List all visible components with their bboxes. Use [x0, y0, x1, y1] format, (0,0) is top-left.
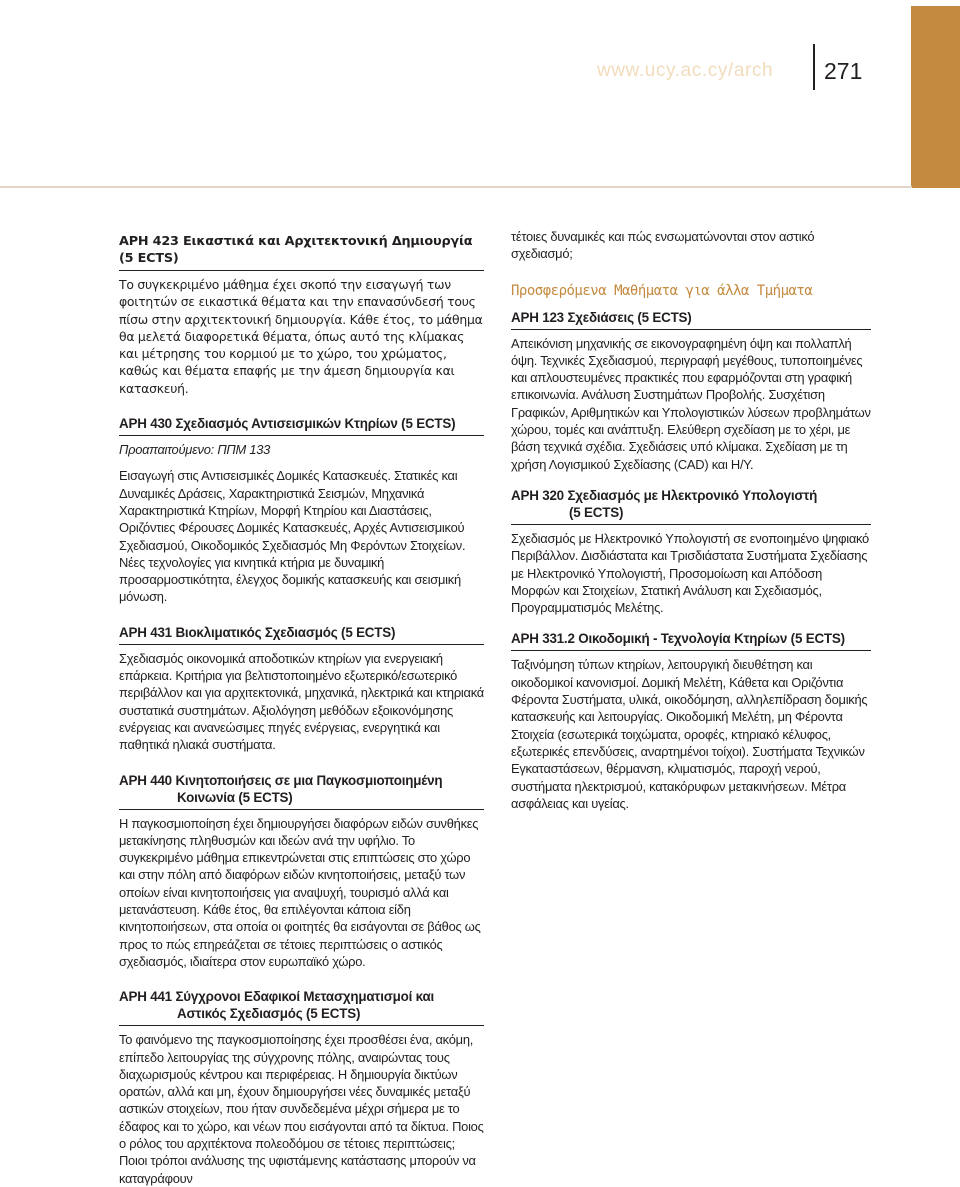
course-description: Η παγκοσμιοποίηση έχει δημιουργήσει διαφόρων ειδών συνθήκες μετακίνησης πληθυσμών και ιδεών ανά την υφήλιο. Το συγκεκριμένο μάθημα επικεντρώνεται στις επιπτώσεις στο χώρο και στην πόλη από διαφόρων ειδών κινητοποιήσεις, μεταξύ των οποίων είναι κινητοποιήσεις για αναψυχή, τουρισμό αλλά και μετανάστευση. Κάθε έτος, θα επιλέγονται κάποια είδη κινητοποιήσεων, στα οποία οι φοιτητές θα εισάγονται σε βάθος ως προς το πώς επηρεάζεται σε τέτοιες περιπτώσεις ο αστικός σχεδιασμός, ιδιαίτερα στον ευρωπαϊκό χώρο.: [119, 815, 481, 969]
course-section: [511, 630, 871, 812]
course-section: [119, 415, 484, 606]
course-title: ΑΡΗ 430 Σχεδιασμός Αντισεισμικών Κτηρίων (5 ECTS): [119, 415, 484, 436]
course-section: [511, 487, 871, 616]
course-title: ΑΡΗ 423 Εικαστικά και Αρχιτεκτονική Δημιουργία (5 ECTS): [119, 233, 484, 271]
course-section: [119, 988, 484, 1187]
course-title: ΑΡΗ 331.2 Οικοδομική - Τεχνολογία Κτηρίων (5 ECTS): [511, 630, 871, 651]
course-title-line: ΑΡΗ 320 Σχεδιασμός με Ηλεκτρονικό Υπολογιστή: [511, 487, 818, 503]
continued-text: τέτοιες δυναμικές και πώς ενσωματώνονται στον αστικό σχεδιασμό;: [511, 229, 815, 262]
course-description: Εισαγωγή στις Αντισεισμικές Δομικές Κατασκευές. Στατικές και Δυναμικές Δράσεις, Χαρακτηριστικά Σεισμών, Μηχανικά Χαρακτηριστικά Κτηρίων, Μορφή Κτηρίου και Διαστάσεις, Οριζόντιες Φέρουσες Δομικές Κατασκευές, Αρχές Αντισεισμικού Σχεδιασμού, Οικοδομικός Σχεδιασμός Μη Φερόντων Στοιχείων. Νέες τεχνολογίες για κινητικά κτήρια με δυναμική προσαρμοστικότητα, έλεγχος δομικής κατασκευής και σεισμική μόνωση.: [119, 468, 466, 605]
course-title-line: Αστικός Σχεδιασμός (5 ECTS): [177, 1006, 361, 1022]
course-title: [119, 772, 484, 810]
course-title: [511, 487, 871, 525]
course-title-line: (5 ECTS): [569, 504, 624, 520]
course-section: [119, 233, 484, 397]
group-heading: Προσφερόμενα Μαθήματα για άλλα Τμήματα: [511, 282, 813, 299]
course-description: Σχεδιασμός με Ηλεκτρονικό Υπολογιστή σε ενοποιημένο ψηφιακό Περιβάλλον. Δισδιάστατα και Τρισδιάστατα Συστήματα Σχεδίασης με Ηλεκτρονικό Υπολογιστή, Προσομοίωση και Απόδοση Μορφών και Στοιχείων, Στατική Ανάλυση και Σχεδιασμός, Προγραμματισμός Μελέτης.: [511, 530, 869, 616]
page-number: 271: [824, 58, 863, 84]
course-description: Σχεδιασμός οικονομικά αποδοτικών κτηρίων για ενεργειακή επάρκεια. Κριτήρια για βελτιστοποιημένο εξωτερικό/εσωτερικό περιβάλλον και για αρχιτεκτονικά, μηχανικά, ηλεκτρικά και κτηριακά συστατικά συστημάτων. Αξιολόγηση μεθόδων εξοικονόμησης ενέργειας και ανανεώσιμες πηγές ενέργειας, ενεργητικά και παθητικά ηλιακά συστήματα.: [119, 650, 484, 753]
course-description: Το φαινόμενο της παγκοσμιοποίησης έχει προσθέσει ένα, ακόμη, επίπεδο λειτουργίας της σύγχρονης πόλης, αναιρώντας τους διαχωρισμούς κέντρου και περιφέρειας. Η δημιουργία δικτύων ορατών, αλλά και μη, έχουν δημιουργήσει νέες δυναμικές μεταξύ αστικών στοιχείων, που ήταν συνδεδεμένα μέχρι σήμερα με το έδαφος και το χώρο, και νέων που εισάγονται από τα δίκτυα. Ποιος ο ρόλος του αρχιτέκτονα πολεοδόμου σε τέτοιες περιπτώσεις; Ποιοι τρόποι ανάλυσης της υφιστάμενης κατάστασης μπορούν να καταγράφουν: [119, 1032, 484, 1186]
course-title: ΑΡΗ 123 Σχεδιάσεις (5 ECTS): [511, 309, 871, 330]
left-column: [119, 228, 484, 1187]
course-title-line: Κοινωνία (5 ECTS): [177, 789, 293, 805]
course-title-line: ΑΡΗ 440 Κινητοποιήσεις σε μια Παγκοσμιοποιημένη: [119, 772, 443, 788]
header-divider: [813, 44, 815, 90]
course-section: [119, 624, 484, 754]
course-description: Ταξινόμηση τύπων κτηρίων, λειτουργική διευθέτηση και οικοδομικοί κανονισμοί. Δομική Μελέτη, Κάθετα και Οριζόντια Φέροντα Συστήματα, υλικά, οικοδόμηση, αλληλεπίδραση δομικής κατασκευής και λειτουργίας. Οικοδομική Μελέτη, μη Φέροντα Στοιχεία (εσωτερικά τοιχώματα, οροφές, κτηριακό κέλυφος, εξωτερικές επενδύσεις, αναρτημένοι τοίχοι). Συστήματα Τεχνικών Εγκαταστάσεων, θέρμανση, κλιματισμός, παροχή νερού, συστήματα ηλεκτρισμού, κατακόρυφων μετακινήσεων. Μέτρα ασφάλειας και υγείας.: [511, 657, 868, 811]
course-section: [119, 772, 484, 971]
course-prerequisite: Προαπαιτούμενο: ΠΠΜ 133: [119, 442, 271, 458]
course-title: [119, 988, 484, 1026]
course-title-line: ΑΡΗ 441 Σύγχρονοι Εδαφικοί Μετασχηματισμοί και: [119, 989, 435, 1005]
course-title: ΑΡΗ 431 Βιοκλιματικός Σχεδιασμός (5 ECTS): [119, 624, 484, 645]
right-column: [511, 228, 871, 812]
course-description: Το συγκεκριμένο μάθημα έχει σκοπό την εισαγωγή των φοιτητών σε εικαστικά θέματα και την επανασύνδεσή τους πίσω στην αρχιτεκτονική δημιουργία. Κάθε έτος, το μάθημα θα μελετά διαφορετικά θέματα, όπως αυτό της κλίμακας και μέτρησης του κορμιού με το χώρο, του χρώματος, καθώς και θέματα επαφής με την άμεση δημιουργία και κατασκευή.: [119, 277, 483, 396]
header-rule: [0, 186, 912, 188]
course-description: Απεικόνιση μηχανικής σε εικονογραφημένη όψη και πολλαπλή όψη. Τεχνικές Σχεδιασμού, περιγραφή μεγέθους, τυποποιημένες και απλουστευμένες πρακτικές που εφαρμόζονται στη γραφική επικοινωνία. Ανάλυση Συστημάτων Προβολής. Συσχέτιση Γραφικών, Αριθμητικών και Υπολογιστικών λύσεων προβλημάτων χώρου, τομές και ανάπτυξη. Ελεύθερη σχεδίαση με το χέρι, με βάση τεχνικά σχέδια. Σχεδιάσεις υπό κλίμακα. Σχεδίαση με τη χρήση Λογισμικού Σχεδίασης (CAD) και Η/Υ.: [511, 335, 871, 472]
chapter-tab: [911, 6, 960, 188]
header-url: www.ucy.ac.cy/arch: [597, 60, 774, 81]
course-section: [511, 309, 871, 473]
